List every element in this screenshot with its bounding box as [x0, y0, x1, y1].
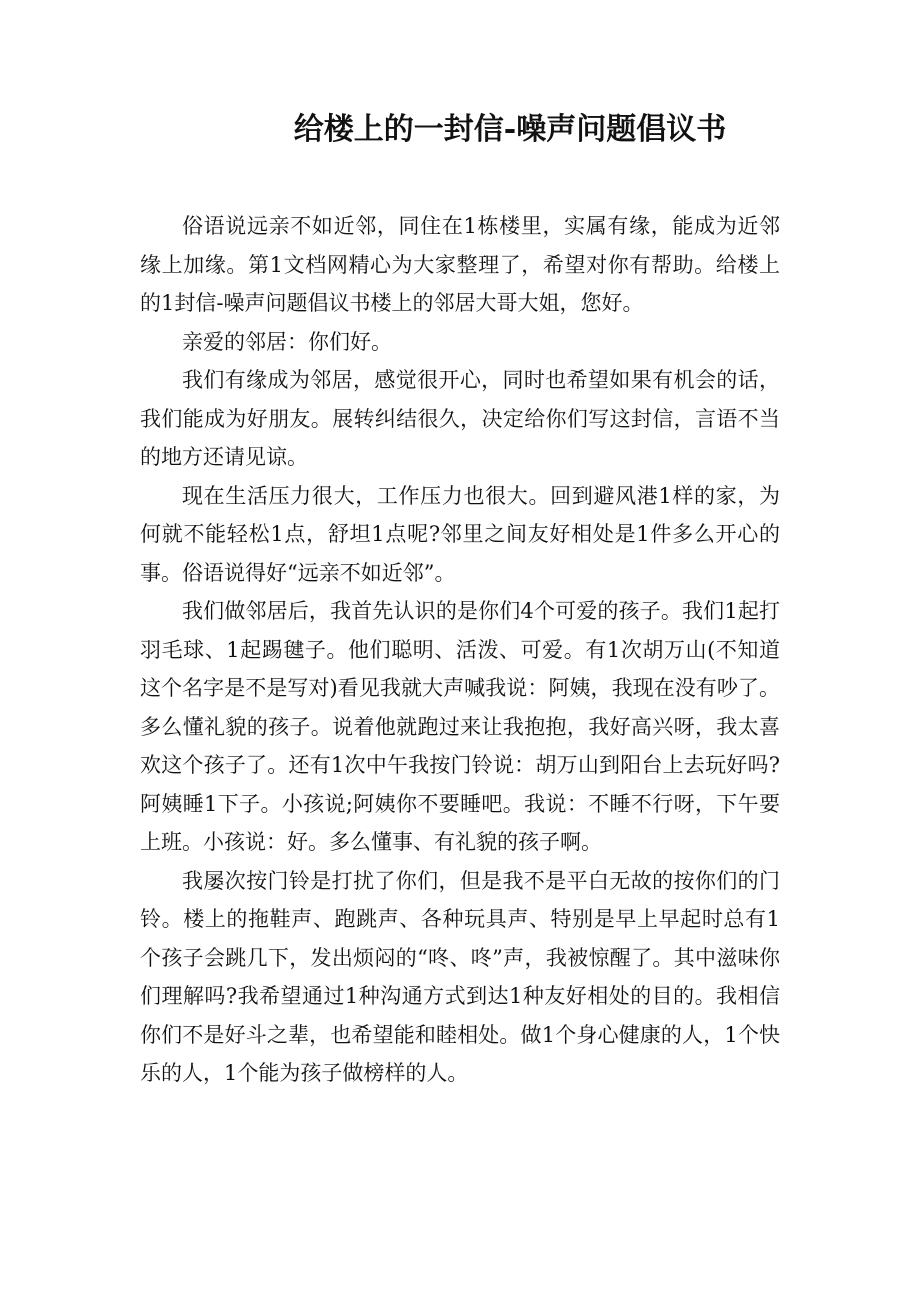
paragraph-greeting: 亲爱的邻居：你们好。 — [182, 329, 392, 354]
paragraph-noise: 我屡次按门铃是打扰了你们，但是我不是平白无故的按你们的门铃。楼上的拖鞋声、跑跳声、各种玩具声、特别是早上早起时总有1个孩子会跳几下，发出烦闷的“咚、咚”声，我被惊醒了。其中滋味你们理解吗?我希望通过1种沟通方式到达1种友好相处的目的。我相信你们不是好斗之辈，也希望能和睦相处。做1个身心健康的人，1个快乐的人，1个能为孩子做榜样的人。 — [140, 868, 780, 1085]
paragraph-children: 我们做邻居后，我首先认识的是你们4个可爱的孩子。我们1起打羽毛球、1起踢毽子。他们聪明、活泼、可爱。有1次胡万山(不知道这个名字是不是写对)看见我就大声喊我说：阿姨，我现在没有吵了。多么懂礼貌的孩子。说着他就跑过来让我抱抱，我好高兴呀，我太喜欢这个孩子了。还有1次中午我按门铃说：胡万山到阳台上去玩好吗?阿姨睡1下子。小孩说;阿姨你不要睡吧。我说：不睡不行呀，下午要上班。小孩说：好。多么懂事、有礼貌的孩子啊。 — [140, 599, 780, 854]
document-body — [140, 207, 780, 1093]
document-title: 给楼上的一封信-噪声问题倡议书 — [293, 112, 727, 147]
paragraph-neighbors: 我们有缘成为邻居，感觉很开心，同时也希望如果有机会的话，我们能成为好朋友。展转纠结很久，决定给你们写这封信，言语不当的地方还请见谅。 — [140, 368, 780, 469]
paragraph-pressure: 现在生活压力很大，工作压力也很大。回到避风港1样的家，为何就不能轻松1点，舒坦1点呢?邻里之间友好相处是1件多么开心的事。俗语说得好“远亲不如近邻”。 — [140, 483, 780, 585]
paragraph-intro: 俗语说远亲不如近邻，同住在1栋楼里，实属有缘，能成为近邻缘上加缘。第1文档网精心为大家整理了，希望对你有帮助。给楼上的1封信-噪声问题倡议书楼上的邻居大哥大姐，您好。 — [140, 214, 780, 315]
